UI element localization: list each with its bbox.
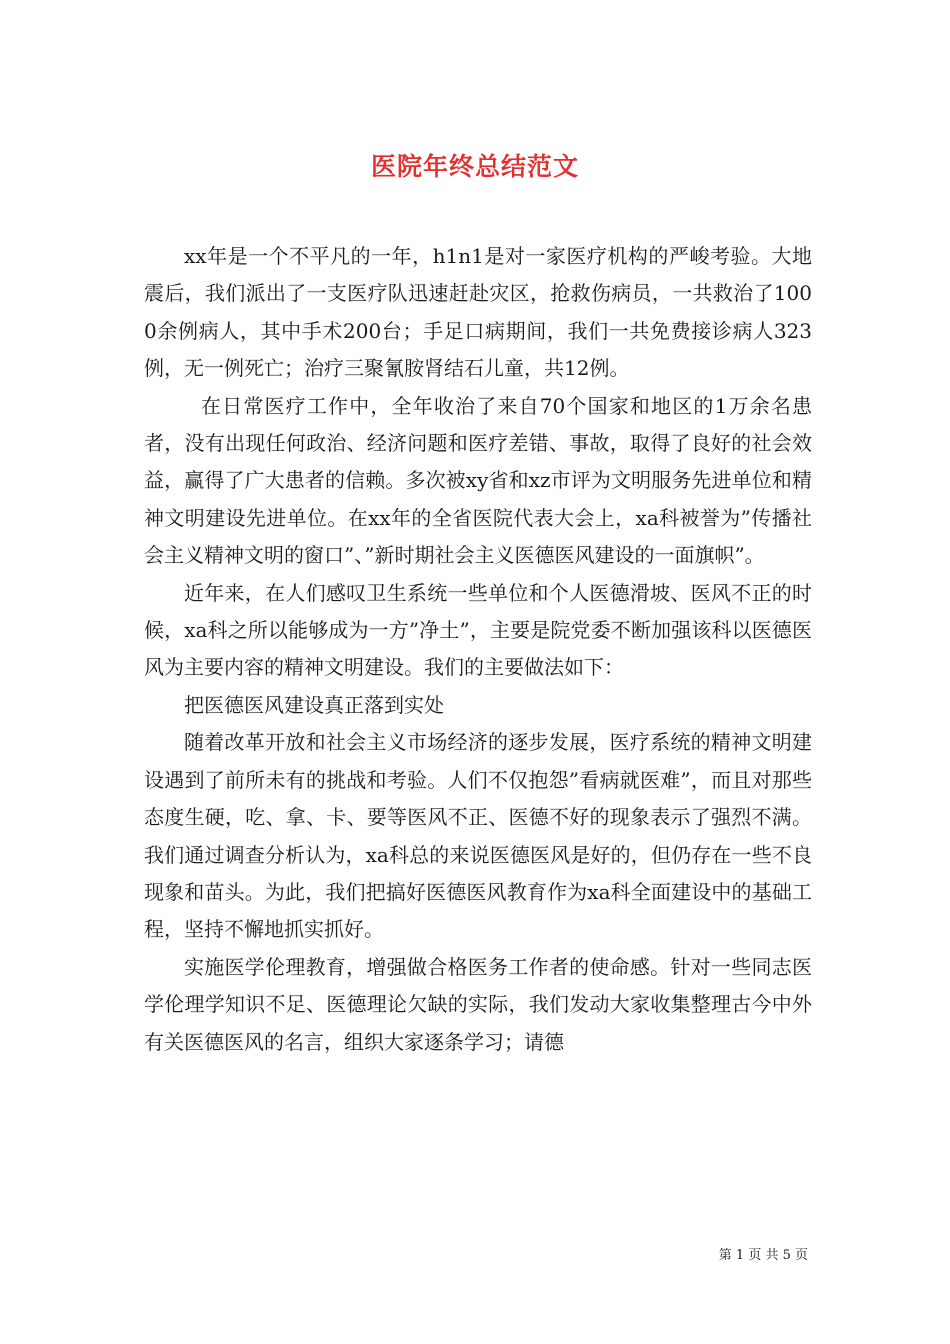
section-heading: 把医德医风建设真正落到实处 <box>184 692 444 717</box>
document-body <box>144 238 812 1061</box>
paragraph-3: 近年来，在人们感叹卫生系统一些单位和个人医德滑坡、医风不正的时候，xa科之所以能够成为一方”净土”，主要是院党委不断加强该科以医德医风为主要内容的精神文明建设。我们的主要做法如下： <box>144 580 812 680</box>
paragraph-1: xx年是一个不平凡的一年，h1n1是对一家医疗机构的严峻考验。大地震后，我们派出了一支医疗队迅速赶赴灾区，抢救伤病员，一共救治了1000余例病人，其中手术200台；手足口病期间，我们一共免费接诊病人323例，无一例死亡；治疗三聚氰胺肾结石儿童，共12例。 <box>144 244 812 381</box>
paragraph-5: 实施医学伦理教育，增强做合格医务工作者的使命感。针对一些同志医学伦理学知识不足、医德理论欠缺的实际，我们发动大家收集整理古今中外有关医德医风的名言，组织大家逐条学习；请德 <box>144 954 812 1054</box>
document-title: 医院年终总结范文 <box>370 151 579 181</box>
paragraph-4: 随着改革开放和社会主义市场经济的逐步发展，医疗系统的精神文明建设遇到了前所未有的挑战和考验。人们不仅抱怨”看病就医难”，而且对那些态度生硬，吃、拿、卡、要等医风不正、医德不好的现象表示了强烈不满。我们通过调查分析认为，xa科总的来说医德医风是好的，但仍存在一些不良现象和苗头。为此，我们把搞好医德医风教育作为xa科全面建设中的基础工程，坚持不懈地抓实抓好。 <box>144 730 812 942</box>
paragraph-2: 在日常医疗工作中，全年收治了来自70个国家和地区的1万余名患者，没有出现任何政治、经济问题和医疗差错、事故，取得了良好的社会效益，赢得了广大患者的信赖。多次被xy省和xz市评为文明服务先进单位和精神文明建设先进单位。在xx年的全省医院代表大会上，xa科被誉为”传播社会主义精神文明的窗口”、”新时期社会主义医德医风建设的一面旗帜”。 <box>144 393 812 568</box>
page-number: 第 1 页 共 5 页 <box>718 1248 808 1263</box>
